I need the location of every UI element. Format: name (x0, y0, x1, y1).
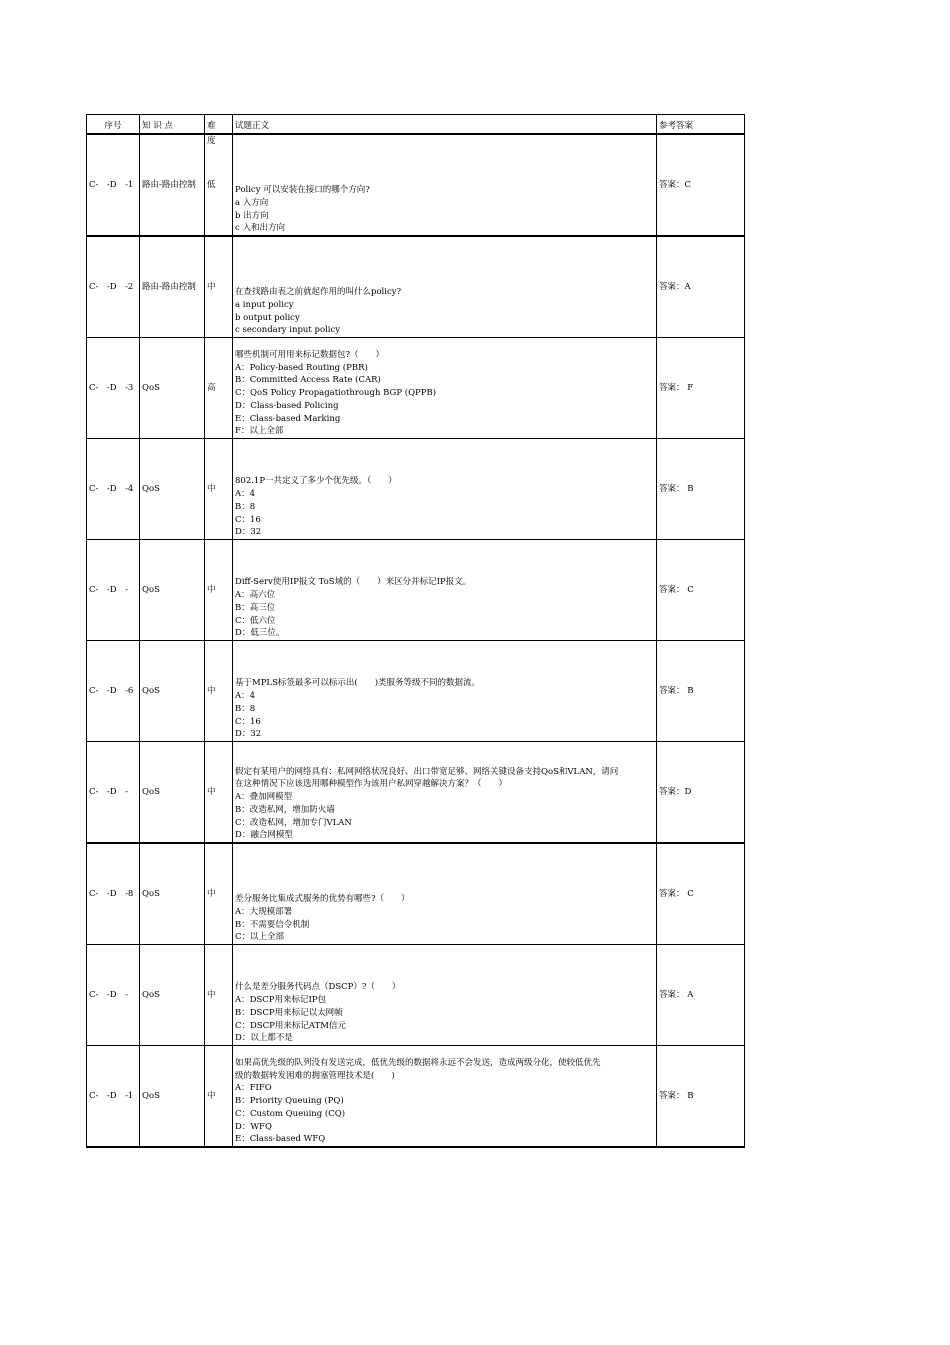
row-difficulty: 中 (205, 742, 233, 844)
question-line: 在这种情况下应该选用哪种模型作为该用户私网穿越解决方案？（ ） (235, 779, 508, 790)
question-line: D：以上都不是 (235, 1033, 293, 1044)
row-difficulty: 低 (205, 134, 233, 236)
question-line: 级的数据转发困难的拥塞管理技术是( ) (235, 1070, 395, 1081)
question-line: D：32 (235, 729, 262, 740)
table-row (87, 641, 745, 742)
question-line: B：8 (235, 501, 256, 512)
question-line: c secondary input policy (235, 325, 341, 336)
row-topic: 路由-路由控制 (140, 134, 205, 236)
row-difficulty: 中 (205, 945, 233, 1046)
question-line: C：改造私网，增加专门VLAN (235, 817, 352, 828)
question-line: b output policy (235, 312, 300, 323)
row-difficulty: 中 (205, 641, 233, 742)
row-answer: 答案：C (657, 134, 745, 236)
row-answer: 答案： A (657, 945, 745, 1046)
question-line: 哪些机制可用用来标记数据包?（ ） (235, 350, 385, 361)
question-line: B：8 (235, 703, 256, 714)
row-topic: QoS (140, 945, 205, 1046)
question-line: a input policy (235, 299, 294, 310)
row-topic: QoS (140, 439, 205, 540)
question-line: C：16 (235, 716, 261, 727)
row-topic: QoS (140, 1046, 205, 1148)
row-answer: 答案： F (657, 338, 745, 439)
row-difficulty: 中 (205, 439, 233, 540)
row-question (233, 338, 657, 439)
row-id: C- -D -1 (87, 1046, 140, 1148)
question-line: 802.1P一共定义了多少个优先级。（ ） (235, 476, 397, 487)
question-line: 基于MPLS标签最多可以标示出( )类服务等级不同的数据流。 (235, 678, 481, 689)
question-line: B：不需要信令机制 (235, 919, 310, 930)
row-question (233, 540, 657, 641)
question-line: D：融合网模型 (235, 830, 293, 841)
question-line: A：大规模部署 (235, 906, 293, 917)
question-line: b 出方向 (235, 210, 269, 221)
row-topic: QoS (140, 540, 205, 641)
question-table (86, 114, 745, 1148)
question-line: C：DSCP用来标记ATM信元 (235, 1020, 346, 1031)
question-line: a 入方向 (235, 197, 269, 208)
question-line: c 入和出方向 (235, 223, 285, 234)
row-question (233, 439, 657, 540)
row-question (233, 742, 657, 844)
question-line: Diff-Serv使用IP报文 ToS域的（ ）来区分并标记IP报文。 (235, 577, 472, 588)
row-question (233, 843, 657, 945)
row-topic: QoS (140, 338, 205, 439)
question-line: C：16 (235, 514, 261, 525)
row-question (233, 1046, 657, 1148)
row-topic: QoS (140, 742, 205, 844)
question-line: A：4 (235, 489, 256, 500)
row-answer: 答案： B (657, 439, 745, 540)
row-difficulty: 中 (205, 540, 233, 641)
question-line: C：低六位 (235, 615, 276, 626)
header-difficulty-2: 度 (207, 136, 216, 146)
question-line: F：以上全部 (235, 426, 284, 437)
header-difficulty (205, 115, 233, 146)
row-answer: 答案： C (657, 540, 745, 641)
header-answer: 参考答案 (657, 115, 745, 135)
question-line: B：Committed Access Rate (CAR) (235, 375, 381, 386)
table-row (87, 540, 745, 641)
question-line: B：Priority Queuing (PQ) (235, 1096, 344, 1107)
question-line: E：Class-based Marking (235, 413, 341, 424)
row-answer: 答案： B (657, 1046, 745, 1148)
question-line: A：Policy-based Routing (PBR) (235, 362, 368, 373)
question-line: B：高三位 (235, 602, 276, 613)
question-line: A：高六位 (235, 590, 276, 601)
row-topic: QoS (140, 843, 205, 945)
table-row (87, 843, 745, 945)
row-id: C- -D -2 (87, 236, 140, 338)
row-difficulty: 中 (205, 236, 233, 338)
row-id: C- -D -3 (87, 338, 140, 439)
question-line: C：以上全部 (235, 932, 285, 943)
question-line: B：改造私网，增加防火墙 (235, 804, 335, 815)
row-answer: 答案： C (657, 843, 745, 945)
table-row (87, 338, 745, 439)
table-row (87, 945, 745, 1046)
table-row (87, 134, 745, 236)
row-question (233, 134, 657, 236)
question-line: E：Class-based WFQ (235, 1134, 326, 1145)
question-line: D：低三位。 (235, 628, 285, 639)
row-id: C- -D -4 (87, 439, 140, 540)
row-difficulty: 高 (205, 338, 233, 439)
question-line: C：Custom Queuing (CQ) (235, 1108, 346, 1119)
table-row (87, 236, 745, 338)
row-answer: 答案：D (657, 742, 745, 844)
row-id: C- -D -1 (87, 134, 140, 236)
row-difficulty: 中 (205, 843, 233, 945)
question-line: A：DSCP用来标记IP包 (235, 995, 327, 1006)
header-row (87, 115, 745, 135)
row-question (233, 945, 657, 1046)
question-line: 在查找路由表之前就起作用的叫什么policy? (235, 287, 402, 298)
table-row (87, 1046, 745, 1148)
question-line: D：WFQ (235, 1121, 272, 1132)
question-line: 如果高优先级的队列没有发送完成，低优先级的数据将永远不会发送，造成两级分化，使较低优先 (235, 1058, 601, 1069)
table-row (87, 439, 745, 540)
row-topic: 路由-路由控制 (140, 236, 205, 338)
question-line: A：叠加网模型 (235, 792, 293, 803)
question-line: 假定有某用户的网络具有：私网网络状况良好、出口带宽足够、网络关键设备支持QoS和VLAN，请问 (235, 766, 619, 777)
table-row (87, 742, 745, 844)
question-line: 差分服务比集成式服务的优势有哪些?（ ） (235, 894, 410, 905)
row-question (233, 641, 657, 742)
question-line: C：QoS Policy Propagatiothrough BGP (QPPB) (235, 388, 437, 399)
row-id: C- -D - (87, 742, 140, 844)
row-topic: QoS (140, 641, 205, 742)
row-difficulty: 中 (205, 1046, 233, 1148)
question-line: A：FIFO (235, 1083, 272, 1094)
header-topic: 知 识 点 (140, 115, 205, 135)
header-question: 试题正文 (233, 115, 657, 135)
header-difficulty-1: 难 (207, 121, 216, 132)
question-line: Policy 可以安装在接口的哪个方向? (235, 185, 370, 196)
question-line: B：DSCP用来标记以太网帧 (235, 1007, 343, 1018)
question-line: D：32 (235, 527, 262, 538)
question-line: D：Class-based Policing (235, 400, 339, 411)
row-answer: 答案：A (657, 236, 745, 338)
row-answer: 答案： B (657, 641, 745, 742)
question-line: 什么是差分服务代码点（DSCP）?（ ） (235, 982, 401, 993)
row-id: C- -D -8 (87, 843, 140, 945)
row-question (233, 236, 657, 338)
header-id: 序号 (87, 115, 140, 135)
row-id: C- -D - (87, 945, 140, 1046)
row-id: C- -D - (87, 540, 140, 641)
question-line: A：4 (235, 691, 256, 702)
row-id: C- -D -6 (87, 641, 140, 742)
